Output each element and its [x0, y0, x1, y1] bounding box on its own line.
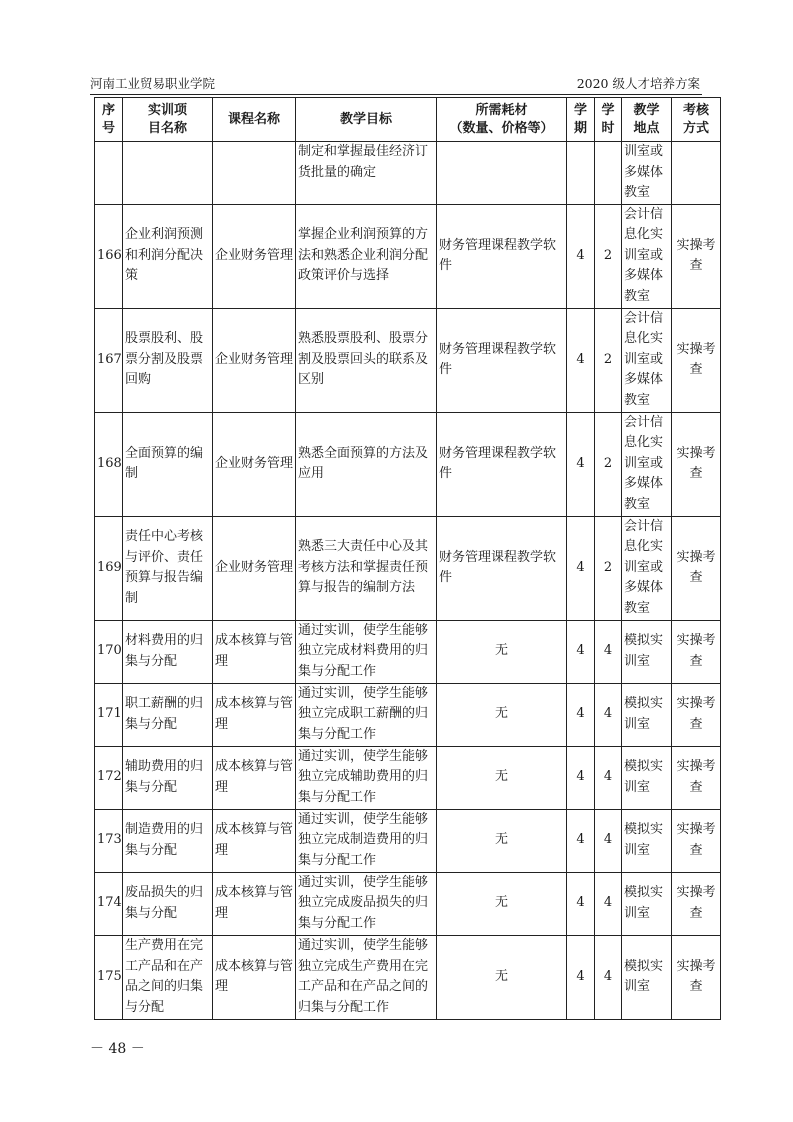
cell-goal: 通过实训，使学生能够独立完成生产费用在完工产品和在产品之间的归集与分配工作 — [296, 935, 437, 1019]
col-header-assessment: 考核 方式 — [672, 98, 721, 142]
table-row — [95, 935, 721, 1019]
table-row — [95, 620, 721, 683]
cell-materials: 财务管理课程教学软件 — [437, 516, 567, 620]
col-header-semester: 学 期 — [567, 98, 595, 142]
cell-location: 会计信息化实训室或多媒体教室 — [622, 516, 672, 620]
table-row — [95, 412, 721, 516]
cell-course: 企业财务管理 — [213, 204, 296, 308]
table-row — [95, 872, 721, 935]
table-row — [95, 746, 721, 809]
cell-no: 168 — [95, 412, 123, 516]
cell-location: 模拟实训室 — [622, 620, 672, 683]
cell-materials: 无 — [437, 872, 567, 935]
cell-course — [213, 142, 296, 205]
cell-project: 股票股利、股票分割及股票回购 — [123, 308, 213, 412]
cell-hours: 4 — [595, 809, 622, 872]
cell-no: 171 — [95, 683, 123, 746]
cell-project: 辅助费用的归集与分配 — [123, 746, 213, 809]
cell-assessment — [672, 142, 721, 205]
cell-project: 全面预算的编制 — [123, 412, 213, 516]
cell-hours: 4 — [595, 683, 622, 746]
cell-assessment: 实操考查 — [672, 308, 721, 412]
cell-course: 企业财务管理 — [213, 516, 296, 620]
cell-project: 制造费用的归集与分配 — [123, 809, 213, 872]
cell-goal: 通过实训，使学生能够独立完成废品损失的归集与分配工作 — [296, 872, 437, 935]
cell-materials: 财务管理课程教学软件 — [437, 204, 567, 308]
cell-goal: 熟悉股票股利、股票分割及股票回头的联系及区别 — [296, 308, 437, 412]
page-header — [90, 74, 700, 94]
cell-course: 成本核算与管理 — [213, 620, 296, 683]
cell-materials: 无 — [437, 935, 567, 1019]
cell-hours: 2 — [595, 412, 622, 516]
cell-hours: 4 — [595, 935, 622, 1019]
col-header-no: 序 号 — [95, 98, 123, 142]
cell-no: 175 — [95, 935, 123, 1019]
cell-course: 成本核算与管理 — [213, 935, 296, 1019]
header-divider — [90, 94, 702, 95]
cell-assessment: 实操考查 — [672, 872, 721, 935]
cell-assessment: 实操考查 — [672, 746, 721, 809]
cell-semester — [567, 142, 595, 205]
cell-no — [95, 142, 123, 205]
cell-goal: 熟悉三大责任中心及其考核方法和掌握责任预算与报告的编制方法 — [296, 516, 437, 620]
cell-no: 166 — [95, 204, 123, 308]
cell-semester: 4 — [567, 308, 595, 412]
table-row — [95, 683, 721, 746]
cell-location: 模拟实训室 — [622, 683, 672, 746]
col-header-course: 课程名称 — [213, 98, 296, 142]
cell-no: 174 — [95, 872, 123, 935]
col-header-materials: 所需耗材 （数量、价格等） — [437, 98, 567, 142]
cell-semester: 4 — [567, 935, 595, 1019]
cell-course: 企业财务管理 — [213, 308, 296, 412]
page-number: － 48 － — [90, 1041, 145, 1057]
cell-project: 废品损失的归集与分配 — [123, 872, 213, 935]
col-header-project: 实训项 目名称 — [123, 98, 213, 142]
cell-goal: 掌握企业利润预算的方法和熟悉企业利润分配政策评价与选择 — [296, 204, 437, 308]
table-row — [95, 308, 721, 412]
table-row — [95, 516, 721, 620]
cell-project: 企业利润预测和利润分配决策 — [123, 204, 213, 308]
cell-goal: 通过实训，使学生能够独立完成辅助费用的归集与分配工作 — [296, 746, 437, 809]
cell-no: 173 — [95, 809, 123, 872]
cell-semester: 4 — [567, 809, 595, 872]
cell-semester: 4 — [567, 516, 595, 620]
cell-course: 成本核算与管理 — [213, 683, 296, 746]
cell-assessment: 实操考查 — [672, 204, 721, 308]
cell-materials: 无 — [437, 809, 567, 872]
cell-location: 会计信息化实训室或多媒体教室 — [622, 204, 672, 308]
cell-course: 成本核算与管理 — [213, 872, 296, 935]
cell-no: 167 — [95, 308, 123, 412]
cell-hours: 2 — [595, 308, 622, 412]
cell-project: 职工薪酬的归集与分配 — [123, 683, 213, 746]
cell-assessment: 实操考查 — [672, 412, 721, 516]
institution-name: 河南工业贸易职业学院 — [90, 76, 216, 91]
cell-semester: 4 — [567, 746, 595, 809]
cell-materials: 无 — [437, 746, 567, 809]
col-header-hours: 学 时 — [595, 98, 622, 142]
cell-no: 169 — [95, 516, 123, 620]
cell-assessment: 实操考查 — [672, 516, 721, 620]
cell-hours — [595, 142, 622, 205]
cell-hours: 4 — [595, 872, 622, 935]
training-projects-table — [94, 97, 721, 1020]
table-row — [95, 809, 721, 872]
cell-course: 成本核算与管理 — [213, 809, 296, 872]
cell-location: 模拟实训室 — [622, 935, 672, 1019]
cell-materials: 无 — [437, 620, 567, 683]
cell-project — [123, 142, 213, 205]
cell-location: 模拟实训室 — [622, 872, 672, 935]
cell-goal: 通过实训，使学生能够独立完成职工薪酬的归集与分配工作 — [296, 683, 437, 746]
cell-no: 172 — [95, 746, 123, 809]
cell-assessment: 实操考查 — [672, 809, 721, 872]
cell-semester: 4 — [567, 412, 595, 516]
document-title: 2020 级人才培养方案 — [576, 76, 700, 91]
cell-assessment: 实操考查 — [672, 935, 721, 1019]
cell-location: 模拟实训室 — [622, 809, 672, 872]
cell-project: 责任中心考核与评价、责任预算与报告编制 — [123, 516, 213, 620]
cell-location: 训室或多媒体教室 — [622, 142, 672, 205]
col-header-goal: 教学目标 — [296, 98, 437, 142]
cell-location: 会计信息化实训室或多媒体教室 — [622, 412, 672, 516]
cell-goal: 通过实训，使学生能够独立完成制造费用的归集与分配工作 — [296, 809, 437, 872]
cell-semester: 4 — [567, 204, 595, 308]
cell-goal: 熟悉全面预算的方法及应用 — [296, 412, 437, 516]
cell-course: 成本核算与管理 — [213, 746, 296, 809]
cell-course: 企业财务管理 — [213, 412, 296, 516]
cell-materials: 财务管理课程教学软件 — [437, 412, 567, 516]
cell-location: 模拟实训室 — [622, 746, 672, 809]
cell-project: 生产费用在完工产品和在产品之间的归集与分配 — [123, 935, 213, 1019]
cell-hours: 2 — [595, 516, 622, 620]
cell-semester: 4 — [567, 872, 595, 935]
cell-semester: 4 — [567, 620, 595, 683]
table-header-row — [95, 98, 721, 142]
cell-materials: 无 — [437, 683, 567, 746]
col-header-location: 教学 地点 — [622, 98, 672, 142]
cell-goal: 制定和掌握最佳经济订货批量的确定 — [296, 142, 437, 205]
table-row — [95, 204, 721, 308]
cell-materials: 财务管理课程教学软件 — [437, 308, 567, 412]
cell-no: 170 — [95, 620, 123, 683]
cell-project: 材料费用的归集与分配 — [123, 620, 213, 683]
cell-materials — [437, 142, 567, 205]
cell-hours: 4 — [595, 620, 622, 683]
cell-assessment: 实操考查 — [672, 683, 721, 746]
cell-hours: 4 — [595, 746, 622, 809]
cell-semester: 4 — [567, 683, 595, 746]
cell-location: 会计信息化实训室或多媒体教室 — [622, 308, 672, 412]
cell-assessment: 实操考查 — [672, 620, 721, 683]
table-row — [95, 142, 721, 205]
cell-goal: 通过实训，使学生能够独立完成材料费用的归集与分配工作 — [296, 620, 437, 683]
cell-hours: 2 — [595, 204, 622, 308]
